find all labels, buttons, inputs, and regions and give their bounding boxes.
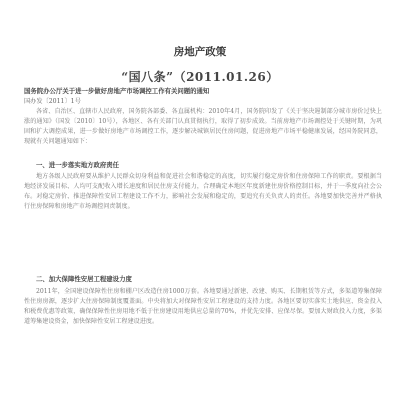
section-heading: 一、进一步落实地方政府责任 [36, 161, 120, 169]
section-body [24, 287, 382, 327]
intro-paragraph [24, 107, 382, 147]
section-heading: 二、加大保障性安居工程建设力度 [36, 275, 132, 283]
page-title: 房地产政策 [173, 46, 227, 58]
intro-text: 各省、自治区、直辖市人民政府，国务院各部委、各直属机构：2010年4月，国务院印发了《关于坚决遏制部分城市房价过快上涨的通知》（国发〔2010〕10号），各地区、各有关部门认真贯彻执行，取得了初步成效。当前房地产市场调控处于关键时期，为巩固和扩大调控成果，进一步做好房地产市场调控工作，逐步解决城镇居民住房问题，促进房地产市场平稳健康发展，经国务院同意，现就有关问题通知如下： [24, 108, 382, 145]
notice-title: 国务院办公厅关于进一步做好房地产市场调控工作有关问题的通知 [24, 87, 210, 95]
section-text: 2011年，全国建设保障性住房和棚户区改造住房1000万套。各地要通过新建、改建、购买、长期租赁等方式，多渠道筹集保障性住房房源，逐步扩大住房保障制度覆盖面。中央将加大对保障性安居工程建设的支持力度。各地区要切实落实土地供应、资金投入和税费优惠等政策，确保保障性住房用地不低于住房建设用地供应总量的70%，并优先安排、应保尽保。要加大财政投入力度，多渠道筹集建设资金，加快保障性安居工程建设进度。 [24, 288, 382, 325]
document-number: 国办发〔2011〕1号 [24, 98, 81, 105]
section-text: 地方各级人民政府要从维护人民群众切身利益和促进社会和谐稳定的高度，切实履行稳定房价和住房保障工作的职责。要根据当地经济发展目标、人均可支配收入增长速度和居民住房支付能力，合理确定本地区年度新建住房价格控制目标，并于一季度向社会公布。对稳定房价、推进保障性安居工程建设工作不力，影响社会发展和稳定的，要追究有关负责人的责任。各地要加快完善并严格执行住房保障和房地产市场调控问责制度。 [24, 173, 382, 210]
document-title: “国八条”（2011.01.26） [121, 70, 279, 84]
section-body [24, 172, 382, 212]
